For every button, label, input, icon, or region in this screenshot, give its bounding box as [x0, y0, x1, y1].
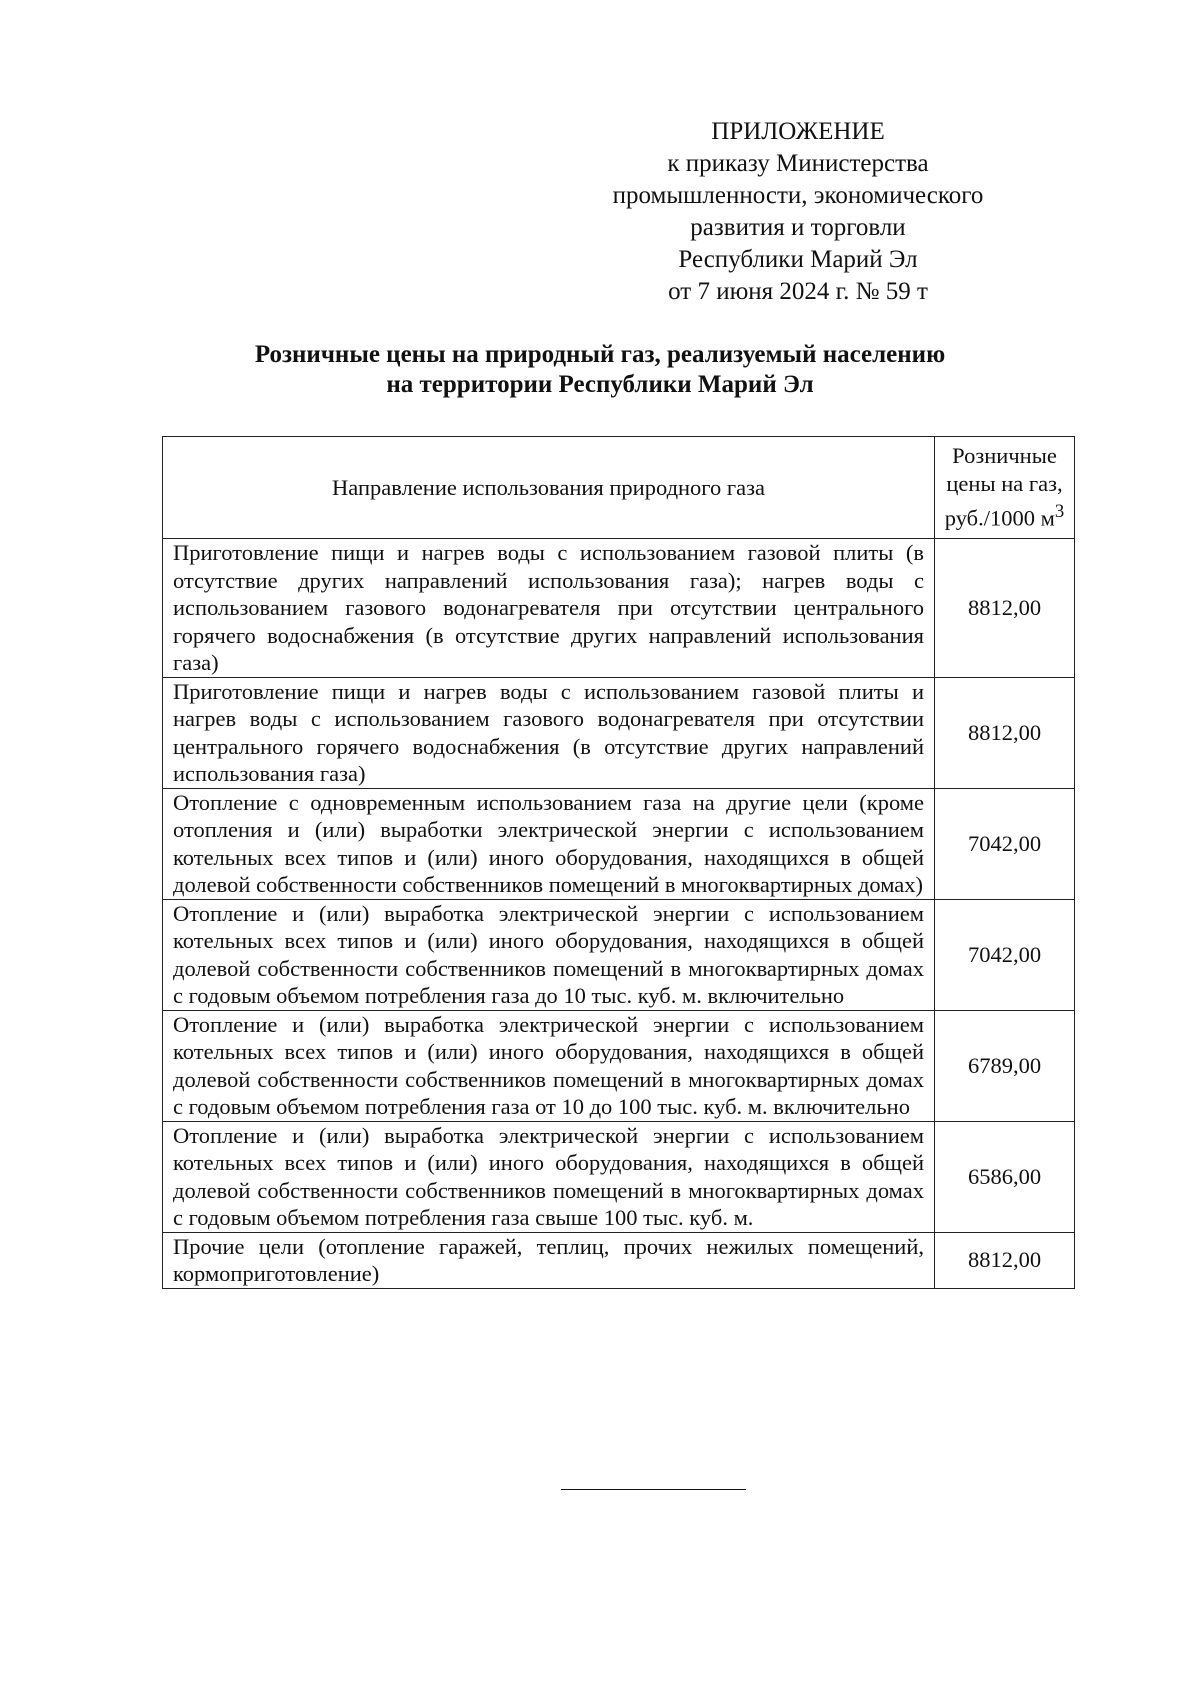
appendix-line: к приказу Министерства	[667, 150, 929, 177]
row-direction: Отопление с одновременным использованием газа на другие цели (кроме отопления и (или) выработки электрической энергии с использованием котельных всех типов и (или) иного оборудования, находящихся в общей долевой собственности собственников помещений в многоквартирных домах)	[163, 788, 935, 899]
row-direction: Приготовление пищи и нагрев воды с использованием газовой плиты (в отсутствие других направлений использования газа); нагрев воды с использованием газового водонагревателя при отсутствии центрального горячего водоснабжения (в отсутствие других направлений использования газа)	[163, 539, 935, 678]
row-price: 7042,00	[935, 788, 1075, 899]
appendix-date-number: от 7 июня 2024 г. № 59 т	[668, 278, 928, 305]
row-direction: Прочие цели (отопление гаражей, теплиц, прочих нежилых помещений, кормоприготовление)	[163, 1232, 935, 1288]
table-row	[163, 1010, 1075, 1121]
table-row	[163, 539, 1075, 678]
row-price: 8812,00	[935, 1232, 1075, 1288]
appendix-line: промышленности, экономического	[612, 182, 984, 209]
row-direction: Приготовление пищи и нагрев воды с использованием газовой плиты и нагрев воды с использованием газового водонагревателя при отсутствии центрального горячего водоснабжения (в отсутствие других направлений использования газа)	[163, 677, 935, 788]
appendix-line: Республики Марий Эл	[678, 246, 918, 273]
document-title-line: на территории Республики Марий Эл	[386, 371, 814, 398]
row-price: 6586,00	[935, 1121, 1075, 1232]
row-price: 8812,00	[935, 677, 1075, 788]
closing-separator-line	[561, 1489, 746, 1490]
header-price-line: цены на газ,	[946, 471, 1063, 497]
document-title-line: Розничные цены на природный газ, реализуемый населению	[254, 341, 946, 368]
appendix-heading: ПРИЛОЖЕНИЕ	[711, 118, 885, 145]
row-direction: Отопление и (или) выработка электрической энергии с использованием котельных всех типов и (или) иного оборудования, находящихся в общей долевой собственности собственников помещений в многоквартирных домах с годовым объемом потребления газа до 10 тыс. куб. м. включительно	[163, 899, 935, 1010]
header-price-line: Розничные	[952, 443, 1057, 469]
header-price-unit-text: руб./1000 м	[944, 505, 1055, 531]
table-row	[163, 899, 1075, 1010]
row-price: 8812,00	[935, 539, 1075, 678]
appendix-block	[588, 116, 1008, 308]
document-title	[160, 340, 1040, 400]
row-direction: Отопление и (или) выработка электрической энергии с использованием котельных всех типов и (или) иного оборудования, находящихся в общей долевой собственности собственников помещений в многоквартирных домах с годовым объемом потребления газа от 10 до 100 тыс. куб. м. включительно	[163, 1010, 935, 1121]
table-row	[163, 1232, 1075, 1288]
table-row	[163, 677, 1075, 788]
gas-prices-table	[162, 436, 1075, 1289]
header-price-unit-sup: 3	[1054, 501, 1065, 523]
row-price: 6789,00	[935, 1010, 1075, 1121]
header-price-unit	[937, 498, 1072, 533]
row-price: 7042,00	[935, 899, 1075, 1010]
table-row	[163, 788, 1075, 899]
table-row	[163, 1121, 1075, 1232]
appendix-line: развития и торговли	[690, 214, 906, 241]
header-price	[935, 437, 1075, 539]
table-header-row	[163, 437, 1075, 539]
row-direction: Отопление и (или) выработка электрической энергии с использованием котельных всех типов и (или) иного оборудования, находящихся в общей долевой собственности собственников помещений в многоквартирных домах с годовым объемом потребления газа свыше 100 тыс. куб. м.	[163, 1121, 935, 1232]
header-direction: Направление использования природного газа	[163, 437, 935, 539]
